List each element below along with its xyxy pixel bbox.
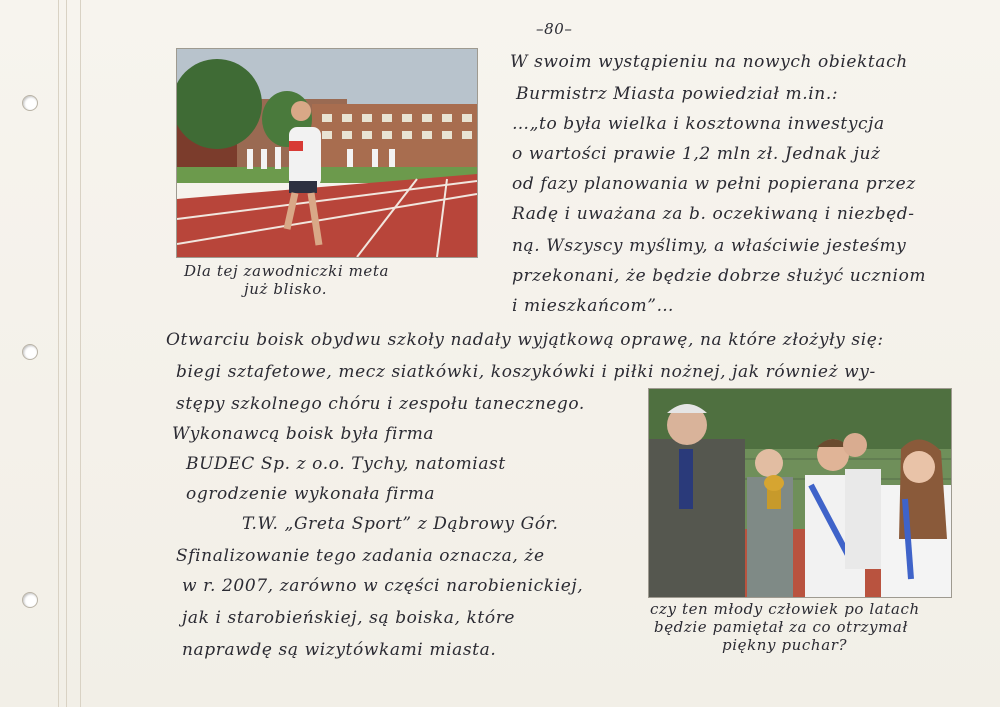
- photo1-caption-line1: Dla tej zawodniczki meta: [184, 262, 390, 280]
- body-line: BUDEC Sp. z o.o. Tychy, natomiast: [186, 454, 506, 474]
- photo-runner: [176, 48, 478, 258]
- body-line: jak i starobieńskiej, są boiska, które: [182, 608, 516, 628]
- quote-line: przekonani, że będzie dobrze służyć uczniom: [512, 266, 927, 286]
- photo2-caption-line1: czy ten młody człowiek po latach: [650, 600, 920, 618]
- quote-line: W swoim wystąpieniu na nowych obiektach: [510, 52, 908, 72]
- body-line: Otwarciu boisk obydwu szkoły nadały wyjątkową oprawę, na które złożyły się:: [166, 330, 884, 350]
- award-photo-image: [649, 389, 951, 597]
- body-line: Wykonawcą boisk była firma: [172, 424, 435, 444]
- binder-hole: [22, 592, 38, 608]
- body-line: Sfinalizowanie tego zadania oznacza, że: [176, 546, 545, 566]
- body-line: w r. 2007, zarówno w części narobienickiej,: [182, 576, 584, 596]
- quote-line: o wartości prawie 1,2 mln zł. Jednak już: [512, 144, 881, 164]
- binder-hole: [22, 344, 38, 360]
- quote-line: Radę i uważana za b. oczekiwaną i niezbęd-: [512, 204, 915, 224]
- runner-photo-image: [177, 49, 477, 257]
- body-line: T.W. „Greta Sport” z Dąbrowy Gór.: [242, 514, 559, 534]
- photo-award: [648, 388, 952, 598]
- body-line: stępy szkolnego chóru i zespołu tanecznego.: [176, 394, 585, 414]
- page-number: –80–: [536, 20, 573, 38]
- quote-line: i mieszkańcom”…: [512, 296, 675, 316]
- photo1-caption-line2: już blisko.: [244, 280, 328, 298]
- quote-line: …„to była wielka i kosztowna inwestycja: [512, 114, 885, 134]
- photo2-caption-line2: będzie pamiętał za co otrzymał: [654, 618, 908, 636]
- photo2-caption-line3: piękny puchar?: [722, 636, 848, 654]
- margin-line: [66, 0, 67, 707]
- body-line: ogrodzenie wykonała firma: [186, 484, 436, 504]
- margin-line: [58, 0, 59, 707]
- margin-line: [80, 0, 81, 707]
- binder-hole: [22, 95, 38, 111]
- quote-line: ną. Wszyscy myślimy, a właściwie jesteśmy: [512, 236, 907, 256]
- quote-line: od fazy planowania w pełni popierana przez: [512, 174, 916, 194]
- body-line: biegi sztafetowe, mecz siatkówki, koszykówki i piłki nożnej, jak również wy-: [176, 362, 876, 382]
- body-line: naprawdę są wizytówkami miasta.: [182, 640, 497, 660]
- quote-line: Burmistrz Miasta powiedział m.in.:: [516, 84, 839, 104]
